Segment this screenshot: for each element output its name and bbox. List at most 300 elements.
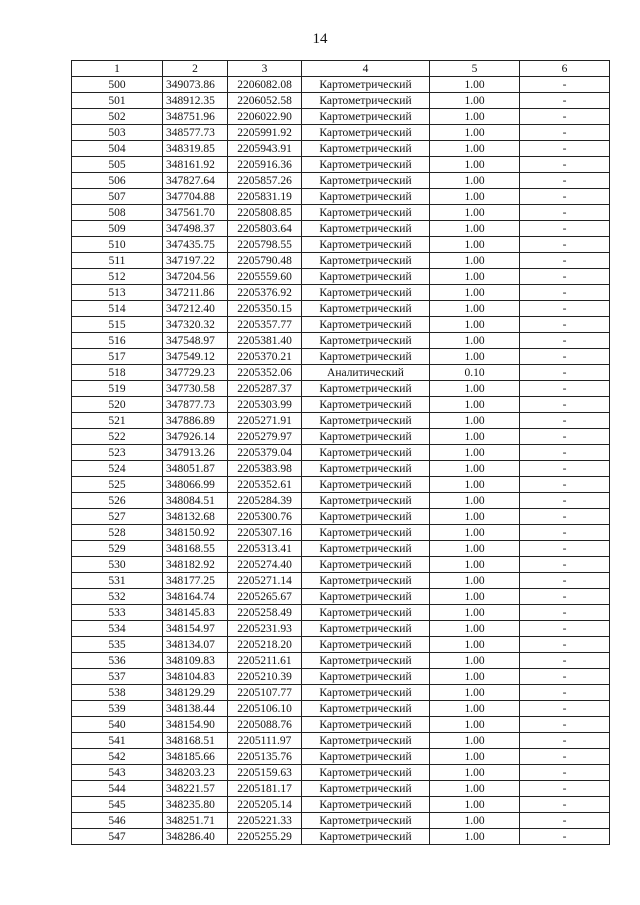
column-header: 3 <box>228 61 302 77</box>
x-coordinate-cell: 348168.51 <box>163 733 228 749</box>
point-number-cell: 504 <box>72 141 163 157</box>
accuracy-cell: 1.00 <box>430 269 520 285</box>
accuracy-cell: 1.00 <box>430 125 520 141</box>
method-cell: Картометрический <box>302 301 430 317</box>
point-number-cell: 524 <box>72 461 163 477</box>
table-row <box>72 77 610 93</box>
point-number-cell: 547 <box>72 829 163 845</box>
accuracy-cell: 1.00 <box>430 317 520 333</box>
coordinates-table <box>71 60 610 845</box>
y-coordinate-cell: 2205221.33 <box>228 813 302 829</box>
point-number-cell: 521 <box>72 413 163 429</box>
method-cell: Картометрический <box>302 317 430 333</box>
y-coordinate-cell: 2205313.41 <box>228 541 302 557</box>
x-coordinate-cell: 347212.40 <box>163 301 228 317</box>
y-coordinate-cell: 2205790.48 <box>228 253 302 269</box>
note-cell: - <box>520 253 610 269</box>
y-coordinate-cell: 2205916.36 <box>228 157 302 173</box>
accuracy-cell: 1.00 <box>430 653 520 669</box>
point-number-cell: 530 <box>72 557 163 573</box>
y-coordinate-cell: 2205274.40 <box>228 557 302 573</box>
table-row <box>72 541 610 557</box>
accuracy-cell: 1.00 <box>430 685 520 701</box>
x-coordinate-cell: 347561.70 <box>163 205 228 221</box>
table-row <box>72 557 610 573</box>
note-cell: - <box>520 637 610 653</box>
note-cell: - <box>520 141 610 157</box>
table-row <box>72 525 610 541</box>
point-number-cell: 511 <box>72 253 163 269</box>
y-coordinate-cell: 2205231.93 <box>228 621 302 637</box>
x-coordinate-cell: 348185.66 <box>163 749 228 765</box>
point-number-cell: 528 <box>72 525 163 541</box>
accuracy-cell: 1.00 <box>430 221 520 237</box>
method-cell: Картометрический <box>302 669 430 685</box>
accuracy-cell: 1.00 <box>430 381 520 397</box>
accuracy-cell: 1.00 <box>430 621 520 637</box>
table-row <box>72 637 610 653</box>
note-cell: - <box>520 765 610 781</box>
point-number-cell: 518 <box>72 365 163 381</box>
x-coordinate-cell: 347498.37 <box>163 221 228 237</box>
y-coordinate-cell: 2205218.20 <box>228 637 302 653</box>
point-number-cell: 505 <box>72 157 163 173</box>
point-number-cell: 506 <box>72 173 163 189</box>
x-coordinate-cell: 348235.80 <box>163 797 228 813</box>
method-cell: Картометрический <box>302 509 430 525</box>
note-cell: - <box>520 349 610 365</box>
table-row <box>72 157 610 173</box>
table-row <box>72 829 610 845</box>
note-cell: - <box>520 429 610 445</box>
table-row <box>72 333 610 349</box>
y-coordinate-cell: 2205300.76 <box>228 509 302 525</box>
point-number-cell: 543 <box>72 765 163 781</box>
method-cell: Картометрический <box>302 541 430 557</box>
point-number-cell: 541 <box>72 733 163 749</box>
point-number-cell: 523 <box>72 445 163 461</box>
x-coordinate-cell: 348129.29 <box>163 685 228 701</box>
table-row <box>72 221 610 237</box>
point-number-cell: 501 <box>72 93 163 109</box>
note-cell: - <box>520 493 610 509</box>
method-cell: Картометрический <box>302 141 430 157</box>
method-cell: Картометрический <box>302 333 430 349</box>
note-cell: - <box>520 509 610 525</box>
table-row <box>72 413 610 429</box>
x-coordinate-cell: 347704.88 <box>163 189 228 205</box>
note-cell: - <box>520 125 610 141</box>
note-cell: - <box>520 813 610 829</box>
table-row <box>72 189 610 205</box>
y-coordinate-cell: 2205279.97 <box>228 429 302 445</box>
note-cell: - <box>520 557 610 573</box>
point-number-cell: 539 <box>72 701 163 717</box>
x-coordinate-cell: 348577.73 <box>163 125 228 141</box>
note-cell: - <box>520 365 610 381</box>
note-cell: - <box>520 701 610 717</box>
accuracy-cell: 1.00 <box>430 781 520 797</box>
table-row <box>72 733 610 749</box>
x-coordinate-cell: 347549.12 <box>163 349 228 365</box>
y-coordinate-cell: 2205383.98 <box>228 461 302 477</box>
column-header: 5 <box>430 61 520 77</box>
x-coordinate-cell: 347886.89 <box>163 413 228 429</box>
accuracy-cell: 1.00 <box>430 589 520 605</box>
table-row <box>72 765 610 781</box>
x-coordinate-cell: 348154.90 <box>163 717 228 733</box>
table-row <box>72 429 610 445</box>
point-number-cell: 544 <box>72 781 163 797</box>
accuracy-cell: 1.00 <box>430 397 520 413</box>
column-header: 6 <box>520 61 610 77</box>
accuracy-cell: 1.00 <box>430 557 520 573</box>
x-coordinate-cell: 348177.25 <box>163 573 228 589</box>
point-number-cell: 522 <box>72 429 163 445</box>
table-row <box>72 717 610 733</box>
y-coordinate-cell: 2205088.76 <box>228 717 302 733</box>
table-row <box>72 365 610 381</box>
y-coordinate-cell: 2205352.61 <box>228 477 302 493</box>
x-coordinate-cell: 348138.44 <box>163 701 228 717</box>
table-row <box>72 253 610 269</box>
accuracy-cell: 1.00 <box>430 349 520 365</box>
point-number-cell: 517 <box>72 349 163 365</box>
y-coordinate-cell: 2205205.14 <box>228 797 302 813</box>
point-number-cell: 540 <box>72 717 163 733</box>
table-row <box>72 445 610 461</box>
method-cell: Картометрический <box>302 653 430 669</box>
y-coordinate-cell: 2205271.91 <box>228 413 302 429</box>
point-number-cell: 533 <box>72 605 163 621</box>
table-row <box>72 669 610 685</box>
method-cell: Картометрический <box>302 781 430 797</box>
table-row <box>72 477 610 493</box>
point-number-cell: 535 <box>72 637 163 653</box>
table-row <box>72 173 610 189</box>
point-number-cell: 525 <box>72 477 163 493</box>
table-row <box>72 285 610 301</box>
point-number-cell: 513 <box>72 285 163 301</box>
y-coordinate-cell: 2205159.63 <box>228 765 302 781</box>
note-cell: - <box>520 829 610 845</box>
x-coordinate-cell: 347729.23 <box>163 365 228 381</box>
note-cell: - <box>520 749 610 765</box>
table-row <box>72 749 610 765</box>
method-cell: Картометрический <box>302 477 430 493</box>
note-cell: - <box>520 205 610 221</box>
y-coordinate-cell: 2205808.85 <box>228 205 302 221</box>
method-cell: Картометрический <box>302 285 430 301</box>
y-coordinate-cell: 2205106.10 <box>228 701 302 717</box>
accuracy-cell: 1.00 <box>430 157 520 173</box>
method-cell: Картометрический <box>302 413 430 429</box>
point-number-cell: 537 <box>72 669 163 685</box>
note-cell: - <box>520 653 610 669</box>
method-cell: Картометрический <box>302 77 430 93</box>
table-row <box>72 701 610 717</box>
x-coordinate-cell: 348751.96 <box>163 109 228 125</box>
y-coordinate-cell: 2205352.06 <box>228 365 302 381</box>
y-coordinate-cell: 2205307.16 <box>228 525 302 541</box>
accuracy-cell: 1.00 <box>430 509 520 525</box>
note-cell: - <box>520 541 610 557</box>
y-coordinate-cell: 2205107.77 <box>228 685 302 701</box>
table-row <box>72 605 610 621</box>
method-cell: Картометрический <box>302 701 430 717</box>
method-cell: Картометрический <box>302 573 430 589</box>
x-coordinate-cell: 347197.22 <box>163 253 228 269</box>
x-coordinate-cell: 347913.26 <box>163 445 228 461</box>
accuracy-cell: 1.00 <box>430 477 520 493</box>
x-coordinate-cell: 348132.68 <box>163 509 228 525</box>
x-coordinate-cell: 348286.40 <box>163 829 228 845</box>
note-cell: - <box>520 573 610 589</box>
x-coordinate-cell: 347877.73 <box>163 397 228 413</box>
x-coordinate-cell: 348084.51 <box>163 493 228 509</box>
point-number-cell: 538 <box>72 685 163 701</box>
x-coordinate-cell: 348182.92 <box>163 557 228 573</box>
accuracy-cell: 1.00 <box>430 189 520 205</box>
table-header-row <box>72 61 610 77</box>
x-coordinate-cell: 348150.92 <box>163 525 228 541</box>
x-coordinate-cell: 348109.83 <box>163 653 228 669</box>
x-coordinate-cell: 347211.86 <box>163 285 228 301</box>
note-cell: - <box>520 221 610 237</box>
x-coordinate-cell: 348154.97 <box>163 621 228 637</box>
accuracy-cell: 1.00 <box>430 445 520 461</box>
accuracy-cell: 1.00 <box>430 829 520 845</box>
x-coordinate-cell: 347730.58 <box>163 381 228 397</box>
point-number-cell: 519 <box>72 381 163 397</box>
method-cell: Картометрический <box>302 493 430 509</box>
note-cell: - <box>520 301 610 317</box>
accuracy-cell: 1.00 <box>430 749 520 765</box>
table-row <box>72 237 610 253</box>
y-coordinate-cell: 2205376.92 <box>228 285 302 301</box>
method-cell: Картометрический <box>302 637 430 653</box>
method-cell: Картометрический <box>302 621 430 637</box>
table-row <box>72 573 610 589</box>
point-number-cell: 532 <box>72 589 163 605</box>
method-cell: Картометрический <box>302 685 430 701</box>
x-coordinate-cell: 348251.71 <box>163 813 228 829</box>
accuracy-cell: 1.00 <box>430 413 520 429</box>
point-number-cell: 534 <box>72 621 163 637</box>
point-number-cell: 512 <box>72 269 163 285</box>
accuracy-cell: 1.00 <box>430 333 520 349</box>
y-coordinate-cell: 2205350.15 <box>228 301 302 317</box>
method-cell: Картометрический <box>302 749 430 765</box>
x-coordinate-cell: 347548.97 <box>163 333 228 349</box>
accuracy-cell: 1.00 <box>430 813 520 829</box>
accuracy-cell: 1.00 <box>430 109 520 125</box>
x-coordinate-cell: 348066.99 <box>163 477 228 493</box>
method-cell: Картометрический <box>302 461 430 477</box>
note-cell: - <box>520 173 610 189</box>
note-cell: - <box>520 77 610 93</box>
accuracy-cell: 1.00 <box>430 637 520 653</box>
point-number-cell: 527 <box>72 509 163 525</box>
method-cell: Картометрический <box>302 221 430 237</box>
method-cell: Картометрический <box>302 733 430 749</box>
method-cell: Картометрический <box>302 397 430 413</box>
note-cell: - <box>520 525 610 541</box>
method-cell: Картометрический <box>302 813 430 829</box>
note-cell: - <box>520 685 610 701</box>
accuracy-cell: 1.00 <box>430 717 520 733</box>
y-coordinate-cell: 2205370.21 <box>228 349 302 365</box>
y-coordinate-cell: 2205210.39 <box>228 669 302 685</box>
note-cell: - <box>520 285 610 301</box>
accuracy-cell: 1.00 <box>430 301 520 317</box>
y-coordinate-cell: 2205943.91 <box>228 141 302 157</box>
note-cell: - <box>520 621 610 637</box>
method-cell: Картометрический <box>302 765 430 781</box>
note-cell: - <box>520 269 610 285</box>
table-row <box>72 493 610 509</box>
point-number-cell: 509 <box>72 221 163 237</box>
y-coordinate-cell: 2205111.97 <box>228 733 302 749</box>
table-row <box>72 461 610 477</box>
y-coordinate-cell: 2206022.90 <box>228 109 302 125</box>
x-coordinate-cell: 349073.86 <box>163 77 228 93</box>
point-number-cell: 529 <box>72 541 163 557</box>
accuracy-cell: 1.00 <box>430 285 520 301</box>
note-cell: - <box>520 317 610 333</box>
method-cell: Картометрический <box>302 381 430 397</box>
accuracy-cell: 0.10 <box>430 365 520 381</box>
accuracy-cell: 1.00 <box>430 237 520 253</box>
accuracy-cell: 1.00 <box>430 605 520 621</box>
table-row <box>72 205 610 221</box>
accuracy-cell: 1.00 <box>430 77 520 93</box>
y-coordinate-cell: 2205831.19 <box>228 189 302 205</box>
method-cell: Картометрический <box>302 605 430 621</box>
note-cell: - <box>520 157 610 173</box>
accuracy-cell: 1.00 <box>430 765 520 781</box>
method-cell: Картометрический <box>302 205 430 221</box>
table-row <box>72 397 610 413</box>
note-cell: - <box>520 477 610 493</box>
accuracy-cell: 1.00 <box>430 141 520 157</box>
y-coordinate-cell: 2206052.58 <box>228 93 302 109</box>
note-cell: - <box>520 461 610 477</box>
y-coordinate-cell: 2205287.37 <box>228 381 302 397</box>
x-coordinate-cell: 347926.14 <box>163 429 228 445</box>
y-coordinate-cell: 2205357.77 <box>228 317 302 333</box>
point-number-cell: 500 <box>72 77 163 93</box>
note-cell: - <box>520 797 610 813</box>
accuracy-cell: 1.00 <box>430 461 520 477</box>
column-header: 1 <box>72 61 163 77</box>
table-row <box>72 621 610 637</box>
y-coordinate-cell: 2205559.60 <box>228 269 302 285</box>
point-number-cell: 546 <box>72 813 163 829</box>
y-coordinate-cell: 2205803.64 <box>228 221 302 237</box>
note-cell: - <box>520 109 610 125</box>
point-number-cell: 503 <box>72 125 163 141</box>
column-header: 2 <box>163 61 228 77</box>
note-cell: - <box>520 445 610 461</box>
method-cell: Картометрический <box>302 829 430 845</box>
x-coordinate-cell: 348221.57 <box>163 781 228 797</box>
y-coordinate-cell: 2205271.14 <box>228 573 302 589</box>
note-cell: - <box>520 589 610 605</box>
note-cell: - <box>520 397 610 413</box>
accuracy-cell: 1.00 <box>430 173 520 189</box>
y-coordinate-cell: 2205258.49 <box>228 605 302 621</box>
table-row <box>72 797 610 813</box>
method-cell: Картометрический <box>302 269 430 285</box>
point-number-cell: 508 <box>72 205 163 221</box>
x-coordinate-cell: 348319.85 <box>163 141 228 157</box>
method-cell: Картометрический <box>302 525 430 541</box>
method-cell: Картометрический <box>302 797 430 813</box>
accuracy-cell: 1.00 <box>430 253 520 269</box>
y-coordinate-cell: 2205135.76 <box>228 749 302 765</box>
y-coordinate-cell: 2205284.39 <box>228 493 302 509</box>
y-coordinate-cell: 2206082.08 <box>228 77 302 93</box>
method-cell: Картометрический <box>302 237 430 253</box>
accuracy-cell: 1.00 <box>430 493 520 509</box>
point-number-cell: 510 <box>72 237 163 253</box>
x-coordinate-cell: 348134.07 <box>163 637 228 653</box>
table-row <box>72 685 610 701</box>
method-cell: Картометрический <box>302 445 430 461</box>
table-row <box>72 141 610 157</box>
point-number-cell: 526 <box>72 493 163 509</box>
y-coordinate-cell: 2205265.67 <box>228 589 302 605</box>
method-cell: Картометрический <box>302 109 430 125</box>
point-number-cell: 542 <box>72 749 163 765</box>
method-cell: Картометрический <box>302 429 430 445</box>
note-cell: - <box>520 733 610 749</box>
x-coordinate-cell: 348051.87 <box>163 461 228 477</box>
accuracy-cell: 1.00 <box>430 525 520 541</box>
point-number-cell: 507 <box>72 189 163 205</box>
table-row <box>72 653 610 669</box>
note-cell: - <box>520 717 610 733</box>
table-row <box>72 589 610 605</box>
y-coordinate-cell: 2205303.99 <box>228 397 302 413</box>
point-number-cell: 502 <box>72 109 163 125</box>
note-cell: - <box>520 781 610 797</box>
method-cell: Картометрический <box>302 349 430 365</box>
x-coordinate-cell: 348168.55 <box>163 541 228 557</box>
y-coordinate-cell: 2205379.04 <box>228 445 302 461</box>
table-row <box>72 509 610 525</box>
point-number-cell: 514 <box>72 301 163 317</box>
y-coordinate-cell: 2205181.17 <box>228 781 302 797</box>
method-cell: Картометрический <box>302 717 430 733</box>
accuracy-cell: 1.00 <box>430 573 520 589</box>
method-cell: Картометрический <box>302 589 430 605</box>
note-cell: - <box>520 381 610 397</box>
y-coordinate-cell: 2205991.92 <box>228 125 302 141</box>
table-row <box>72 317 610 333</box>
accuracy-cell: 1.00 <box>430 541 520 557</box>
table-row <box>72 813 610 829</box>
note-cell: - <box>520 93 610 109</box>
page-number: 14 <box>312 31 328 47</box>
point-number-cell: 545 <box>72 797 163 813</box>
note-cell: - <box>520 413 610 429</box>
method-cell: Картометрический <box>302 125 430 141</box>
y-coordinate-cell: 2205798.55 <box>228 237 302 253</box>
point-number-cell: 520 <box>72 397 163 413</box>
x-coordinate-cell: 348161.92 <box>163 157 228 173</box>
